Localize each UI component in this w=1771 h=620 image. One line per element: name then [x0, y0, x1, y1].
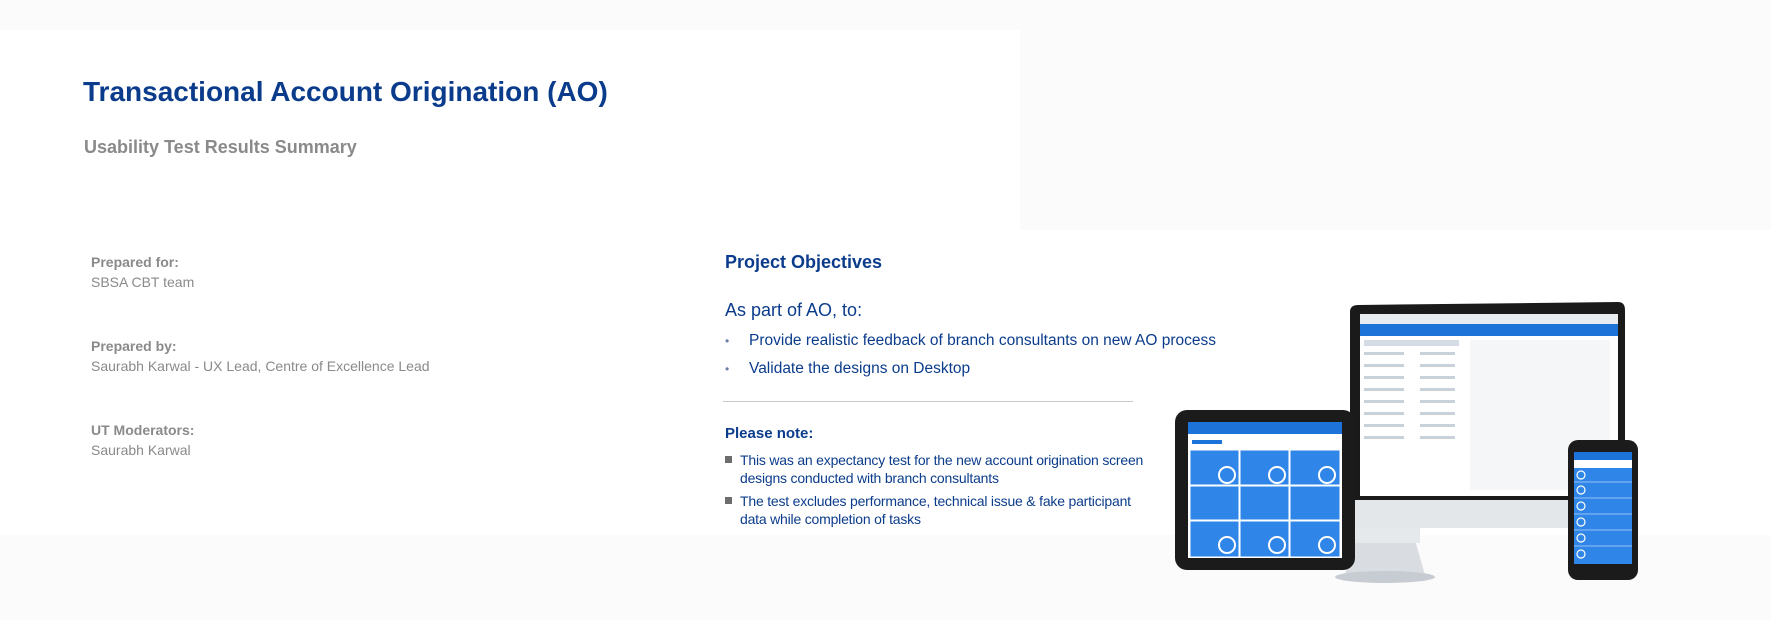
prepared-by-value: Saurabh Karwal - UX Lead, Centre of Excellence Lead	[91, 358, 430, 374]
objective-text: Validate the designs on Desktop	[749, 360, 971, 377]
prepared-by-label: Prepared by:	[91, 338, 177, 354]
smartphone-icon	[1568, 440, 1638, 580]
square-bullet-icon	[725, 497, 732, 504]
section-divider	[723, 401, 1133, 402]
moderators-label: UT Moderators:	[91, 422, 195, 438]
bullet-icon: •	[725, 334, 730, 348]
note-title: Please note:	[725, 425, 814, 442]
objectives-title: Project Objectives	[725, 252, 883, 272]
page-title: Transactional Account Origination (AO)	[83, 76, 608, 107]
note-item	[725, 492, 1145, 528]
background-band	[1020, 30, 1771, 230]
prepared-for-value: SBSA CBT team	[91, 274, 195, 290]
objectives-intro: As part of AO, to:	[725, 300, 863, 320]
prepared-for-label: Prepared for:	[91, 254, 179, 270]
devices-mockup-icon	[1170, 300, 1640, 585]
prepared-by-block	[91, 336, 430, 376]
page-subtitle: Usability Test Results Summary	[84, 137, 357, 157]
objective-item	[725, 331, 1216, 359]
prepared-for-block	[91, 252, 194, 292]
objective-item	[725, 359, 1216, 387]
note-item	[725, 451, 1145, 487]
note-text: The test excludes performance, technical issue & fake participant data while completion of tasks	[740, 493, 1131, 527]
square-bullet-icon	[725, 456, 732, 463]
objectives-list	[725, 331, 1216, 387]
moderators-block	[91, 420, 194, 460]
tablet-icon	[1175, 410, 1355, 570]
background-band	[0, 0, 1771, 30]
note-text: This was an expectancy test for the new account origination screen designs conducted with branch consultants	[740, 452, 1144, 486]
moderators-value: Saurabh Karwal	[91, 442, 191, 458]
note-list	[725, 451, 1145, 533]
objective-text: Provide realistic feedback of branch consultants on new AO process	[749, 332, 1216, 349]
bullet-icon: •	[725, 362, 730, 376]
